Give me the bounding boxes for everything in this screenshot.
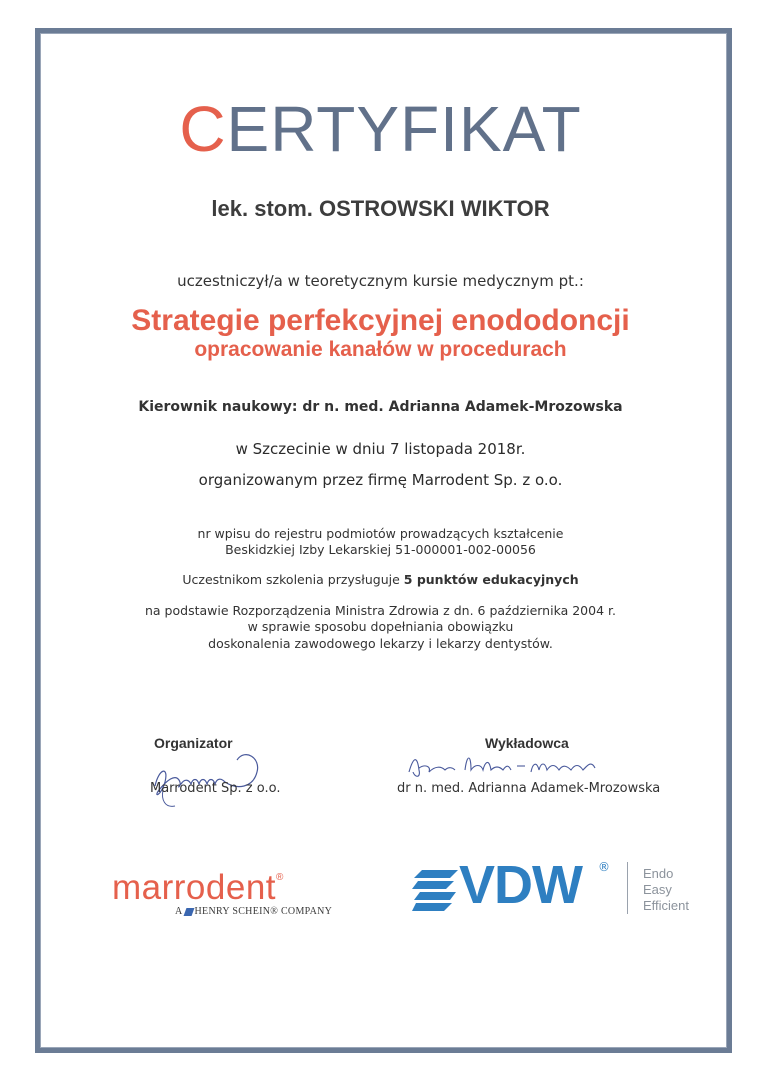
points-value: 5 punktów edukacyjnych bbox=[403, 572, 579, 587]
marrodent-reg-mark: ® bbox=[276, 872, 284, 883]
intro-text: uczestniczył/a w teoretycznym kursie medycznym pt.: bbox=[177, 272, 584, 290]
course-subtitle: opracowanie kanałów w procedurach bbox=[194, 338, 567, 361]
vdw-reg-mark: ® bbox=[598, 860, 610, 874]
registry-line-2: Beskidzkiej Izby Lekarskiej 51-000001-002-00056 bbox=[225, 542, 536, 557]
law-line-2: w sprawie sposobu dopełniania obowiązku bbox=[247, 619, 514, 634]
place-date: w Szczecinie w dniu 7 listopada 2018r. bbox=[235, 440, 526, 458]
law-line-3: doskonalenia zawodowego lekarzy i lekarzy dentystów. bbox=[208, 636, 553, 651]
marrodent-logo bbox=[112, 868, 284, 908]
henry-schein-text: HENRY SCHEIN® COMPANY bbox=[194, 906, 333, 917]
lecturer-label: Wykładowca bbox=[485, 735, 569, 751]
title-rest: ERTYFIKAT bbox=[226, 93, 582, 165]
vdw-stripes-icon bbox=[412, 870, 458, 912]
vdw-separator bbox=[627, 862, 628, 914]
course-title: Strategie perfekcyjnej enododoncji bbox=[131, 304, 630, 337]
vdw-tagline-easy: Easy bbox=[643, 882, 672, 897]
lecturer-name: dr n. med. Adrianna Adamek-Mrozowska bbox=[397, 781, 661, 796]
title-initial: C bbox=[179, 93, 227, 165]
vdw-tagline-endo: Endo bbox=[643, 866, 674, 881]
marrodent-wordmark: marrodent bbox=[112, 868, 277, 907]
vdw-wordmark: VDW bbox=[459, 855, 582, 915]
henry-schein-star-icon bbox=[183, 908, 194, 916]
lecturer-signature bbox=[405, 748, 605, 784]
certificate-title bbox=[0, 92, 761, 166]
registry-line-1: nr wpisu do rejestru podmiotów prowadzących kształcenie bbox=[197, 526, 564, 541]
recipient-name: lek. stom. OSTROWSKI WIKTOR bbox=[211, 196, 550, 221]
scientific-supervisor: Kierownik naukowy: dr n. med. Adrianna Adamek-Mrozowska bbox=[138, 399, 623, 415]
organizer-text: organizowanym przez firmę Marrodent Sp. z o.o. bbox=[198, 471, 563, 489]
organizer-signature bbox=[145, 738, 270, 813]
organizer-label: Organizator bbox=[154, 735, 233, 751]
organizer-name: Marrodent Sp. z o.o. bbox=[150, 781, 281, 796]
points-text bbox=[0, 572, 761, 587]
points-prefix: Uczestnikom szkolenia przysługuje bbox=[182, 572, 404, 587]
law-line-1: na podstawie Rozporządzenia Ministra Zdrowia z dn. 6 października 2004 r. bbox=[145, 603, 616, 618]
vdw-tagline-efficient: Efficient bbox=[643, 898, 690, 913]
henry-schein-tagline bbox=[175, 906, 332, 917]
henry-schein-a: A bbox=[175, 906, 183, 917]
